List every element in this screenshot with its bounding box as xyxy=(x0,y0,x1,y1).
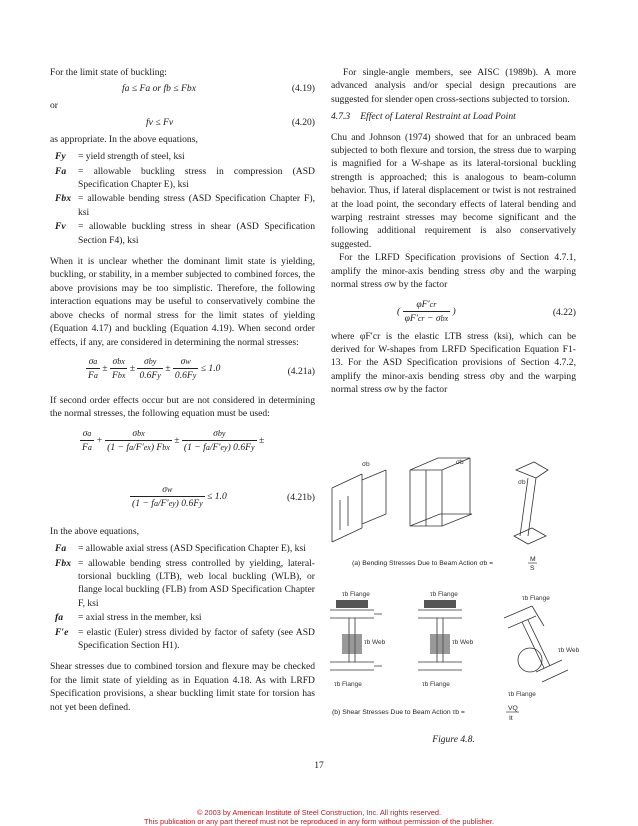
definition-text: = allowable buckling stress in compression (ASD Specification Chapter E), ksi xyxy=(78,165,315,191)
figure-caption-a: (a) Bending Stresses Due to Beam Action σb = xyxy=(352,560,494,567)
definition-text: = allowable bending stress controlled by yielding, lateral-torsional buckling (LTB), web local buckling (WLB), or flange local buckling (FLB) from ASD Specification Chapter F, ksi xyxy=(78,557,315,609)
definition-item xyxy=(50,165,315,192)
section-heading xyxy=(331,110,576,123)
tau-web-label: τb Web xyxy=(364,639,386,646)
definition-text: = axial stress in the member, ksi xyxy=(78,612,202,624)
definition-item xyxy=(50,192,315,219)
definition-item xyxy=(50,220,315,247)
symbol-definitions-1 xyxy=(50,150,315,247)
tau-flange-label: τb Flange xyxy=(342,591,370,598)
equation-4-19-body: fa ≤ Fa or fb ≤ Fbx xyxy=(122,83,196,95)
equation-4-22 xyxy=(331,292,576,330)
section-title: Effect of Lateral Restraint at Load Point xyxy=(360,111,516,123)
second-order-paragraph: If second order effects occur but are not considered in determining the normal stresses, the following equation must be used: xyxy=(50,394,315,420)
interaction-paragraph: When it is unclear whether the dominant limit state is yielding, buckling, or stability, in a member subjected to combined forces, the above provisions may be too simplistic. Therefore, the following interaction equations may be useful to conservatively combine the above checks of normal stress for the limit states of yielding (Equation 4.17) and buckling (Equation 4.19). When second order effects, if any, are considered in determining the normal stresses: xyxy=(50,256,315,348)
lrfd-paragraph: For the LRFD Specification provisions of Section 4.7.1, amplify the minor-axis bending stress σby and the warping normal stress σw by the factor xyxy=(331,252,576,291)
single-angle-paragraph: For single-angle members, see AISC (1989b). A more advanced analysis and/or special design precautions are suggested for slender open cross-sections subjected to torsion. xyxy=(331,67,576,105)
equation-4-21b xyxy=(50,427,315,525)
equation-number: (4.21a) xyxy=(287,365,315,377)
copyright-line-2: This publication or any part thereof must not be reproduced in any form without permission of the publisher. xyxy=(143,817,494,826)
copyright-line-1: © 2003 by American Institute of Steel Construction, Inc. All rights reserved. xyxy=(196,808,442,817)
equation-number: (4.21b) xyxy=(287,491,315,503)
equation-4-21a-body: $\frac{\sigma a}{Fa}$ ± $\frac{\text{σbx}}{\text{Fbx}}$ ± $\frac{\text{σby}}{0.6Fy}$ ± $\frac{\sigma w}{0.6Fy}$ ≤ 1.0 xyxy=(88,355,221,382)
definition-item xyxy=(50,542,315,555)
as-appropriate-text: as appropriate. In the above equations, xyxy=(50,133,198,145)
definition-symbol: F′e xyxy=(55,626,69,638)
shear-stress-hatching xyxy=(336,600,456,654)
shear-paragraph: Shear stresses due to combined torsion and flexure may be checked for the limit state of yielding as in Equation 4.18. As with LRFD Specification provisions, a shear buckling limit state for torsion has not yet been defined. xyxy=(50,661,315,713)
equation-4-21a xyxy=(50,353,315,387)
equation-4-21b-line1: $\frac{\sigma a}{Fa}$ + $\frac{\text{σbx}}{\text{(1 − fa/F′ex) Fbx}}$ ± $\frac{\text{σby}}{(1 - fa/F'ey) 0.6Fy}$ ± xyxy=(82,427,265,454)
equation-number: (4.20) xyxy=(291,116,315,128)
figure-4-8 xyxy=(322,440,594,740)
tau-flange-label: τb Flange xyxy=(508,691,536,698)
symbol-definitions-2 xyxy=(50,542,315,652)
sigma-b-label: σb xyxy=(518,479,526,486)
definition-symbol: Fv xyxy=(55,221,66,233)
tau-web-label: τb Web xyxy=(558,647,580,654)
equation-4-21b-line2: $\frac{\sigma w}{(1 - fa/F'ey) 0.6Fy}$ ≤ 1.0 xyxy=(132,483,227,510)
figure-label: Figure 4.8. xyxy=(432,734,475,745)
bending-stress-section-2 xyxy=(410,458,472,526)
caption-b-denominator: It xyxy=(509,715,513,722)
page-number: 17 xyxy=(314,760,324,771)
tau-flange-label: τb Flange xyxy=(522,595,550,602)
definition-item xyxy=(50,611,315,624)
caption-a-numerator: M xyxy=(530,556,536,563)
definition-symbol: fa xyxy=(55,612,63,624)
left-column xyxy=(50,66,315,714)
copyright-notice xyxy=(0,808,638,826)
definition-symbol: Fy xyxy=(55,151,66,163)
definition-symbol: Fbx xyxy=(55,557,71,569)
definition-item xyxy=(50,626,315,653)
section-number: 4.7.3 xyxy=(331,111,351,123)
shear-stress-section-3 xyxy=(504,606,568,682)
definition-text: = allowable bending stress (ASD Specification Chapter F), ksi xyxy=(78,193,315,218)
tau-web-label: τb Web xyxy=(452,639,474,646)
equation-number: (4.22) xyxy=(552,306,576,318)
definition-text: = allowable buckling stress in shear (ASD Specification Section F4), ksi xyxy=(78,221,315,246)
tau-flange-label: τb Flange xyxy=(334,681,362,688)
definition-text: = yield strength of steel, ksi xyxy=(78,151,185,163)
equation-4-20-body: fv ≤ Fv xyxy=(146,116,174,128)
equation-4-20 xyxy=(50,113,315,133)
definition-item xyxy=(50,557,315,611)
buckling-intro: For the limit state of buckling: xyxy=(50,67,167,78)
definition-symbol: Fa xyxy=(55,543,67,555)
definition-text: = elastic (Euler) stress divided by factor of safety (see ASD Specification Section H1). xyxy=(78,626,315,651)
bending-stress-section-3 xyxy=(514,462,548,544)
definition-symbol: Fa xyxy=(55,165,67,177)
equation-4-19 xyxy=(50,79,315,99)
equation-4-22-body: ( $\frac{\varphi F'cr}{\text{φF′cr − σbx}}$ ) xyxy=(397,298,456,324)
tau-flange-label: τb Flange xyxy=(422,681,450,688)
sigma-b-label: σb xyxy=(362,461,370,468)
caption-a-denominator: S xyxy=(530,565,535,572)
right-column xyxy=(331,66,576,397)
or-text: or xyxy=(50,100,58,112)
bending-stress-section-1 xyxy=(332,470,386,542)
sigma-b-label: σb xyxy=(456,459,464,466)
where-paragraph: where φF′cr is the elastic LTB stress (ksi), which can be derived for W-shapes from LRFD Specification Equation F1-13. For the ASD Specification provisions of Section 4.7.2, amplify the minor-axis bending stress σby and the warping normal stress σw by the factor xyxy=(331,330,576,396)
figure-caption-b: (b) Shear Stresses Due to Beam Action τb = xyxy=(332,709,465,716)
chu-johnson-paragraph: Chu and Johnson (1974) showed that for an unbraced beam subjected to both flexure and torsion, the stress due to warping is magnified for a W-shape as its lateral-torsional buckling strength is approached; this is analogous to beam-column behavior. Thus, if lateral displacement or twist is not restrained at the load point, the secondary effects of lateral bending and warping restraint stresses may become significant and the following additional requirement is also conservatively suggested. xyxy=(331,131,576,250)
definition-text: = allowable axial stress (ASD Specification Chapter E), ksi xyxy=(78,543,306,555)
caption-b-numerator: VQ xyxy=(508,705,518,712)
equation-number: (4.19) xyxy=(291,83,315,95)
definition-symbol: Fbx xyxy=(55,193,71,205)
tau-flange-label: τb Flange xyxy=(430,591,458,598)
in-the-above-text: In the above equations, xyxy=(50,525,139,537)
definition-item xyxy=(50,150,315,163)
